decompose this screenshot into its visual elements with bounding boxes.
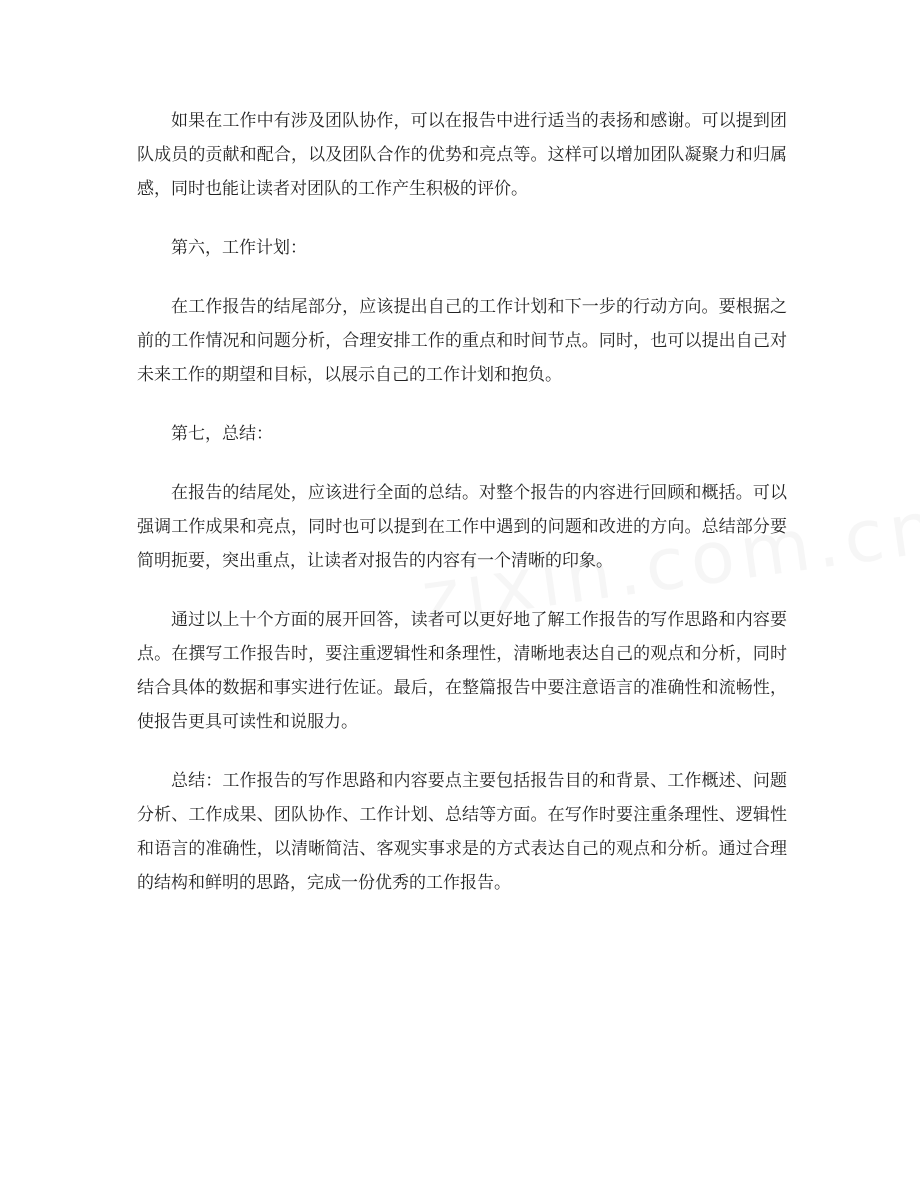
heading-summary: 第七，总结：	[171, 424, 273, 444]
heading-work-plan: 第六，工作计划：	[171, 238, 307, 258]
document-body	[137, 104, 787, 925]
paragraph-work-plan: 在工作报告的结尾部分，应该提出自己的工作计划和下一步的行动方向。要根据之前的工作情况和问题分析，合理安排工作的重点和时间节点。同时，也可以提出自己对未来工作的期望和目标，以展示自己的工作计划和抱负。	[137, 297, 787, 385]
paragraph-team-collaboration: 如果在工作中有涉及团队协作，可以在报告中进行适当的表扬和感谢。可以提到团队成员的贡献和配合，以及团队合作的优势和亮点等。这样可以增加团队凝聚力和归属感，同时也能让读者对团队的工作产生积极的评价。	[137, 111, 787, 199]
paragraph-summary: 在报告的结尾处，应该进行全面的总结。对整个报告的内容进行回顾和概括。可以强调工作成果和亮点，同时也可以提到在工作中遇到的问题和改进的方向。总结部分要简明扼要，突出重点，让读者对报告的内容有一个清晰的印象。	[137, 483, 787, 571]
paragraph-overview: 通过以上十个方面的展开回答，读者可以更好地了解工作报告的写作思路和内容要点。在撰写工作报告时，要注重逻辑性和条理性，清晰地表达自己的观点和分析，同时结合具体的数据和事实进行佐证。最后，在整篇报告中要注意语言的准确性和流畅性，使报告更具可读性和说服力。	[137, 610, 787, 732]
paragraph-conclusion: 总结：工作报告的写作思路和内容要点主要包括报告目的和背景、工作概述、问题分析、工作成果、团队协作、工作计划、总结等方面。在写作时要注重条理性、逻辑性和语言的准确性，以清晰简洁、客观实事求是的方式表达自己的观点和分析。通过合理的结构和鲜明的思路，完成一份优秀的工作报告。	[137, 771, 787, 893]
